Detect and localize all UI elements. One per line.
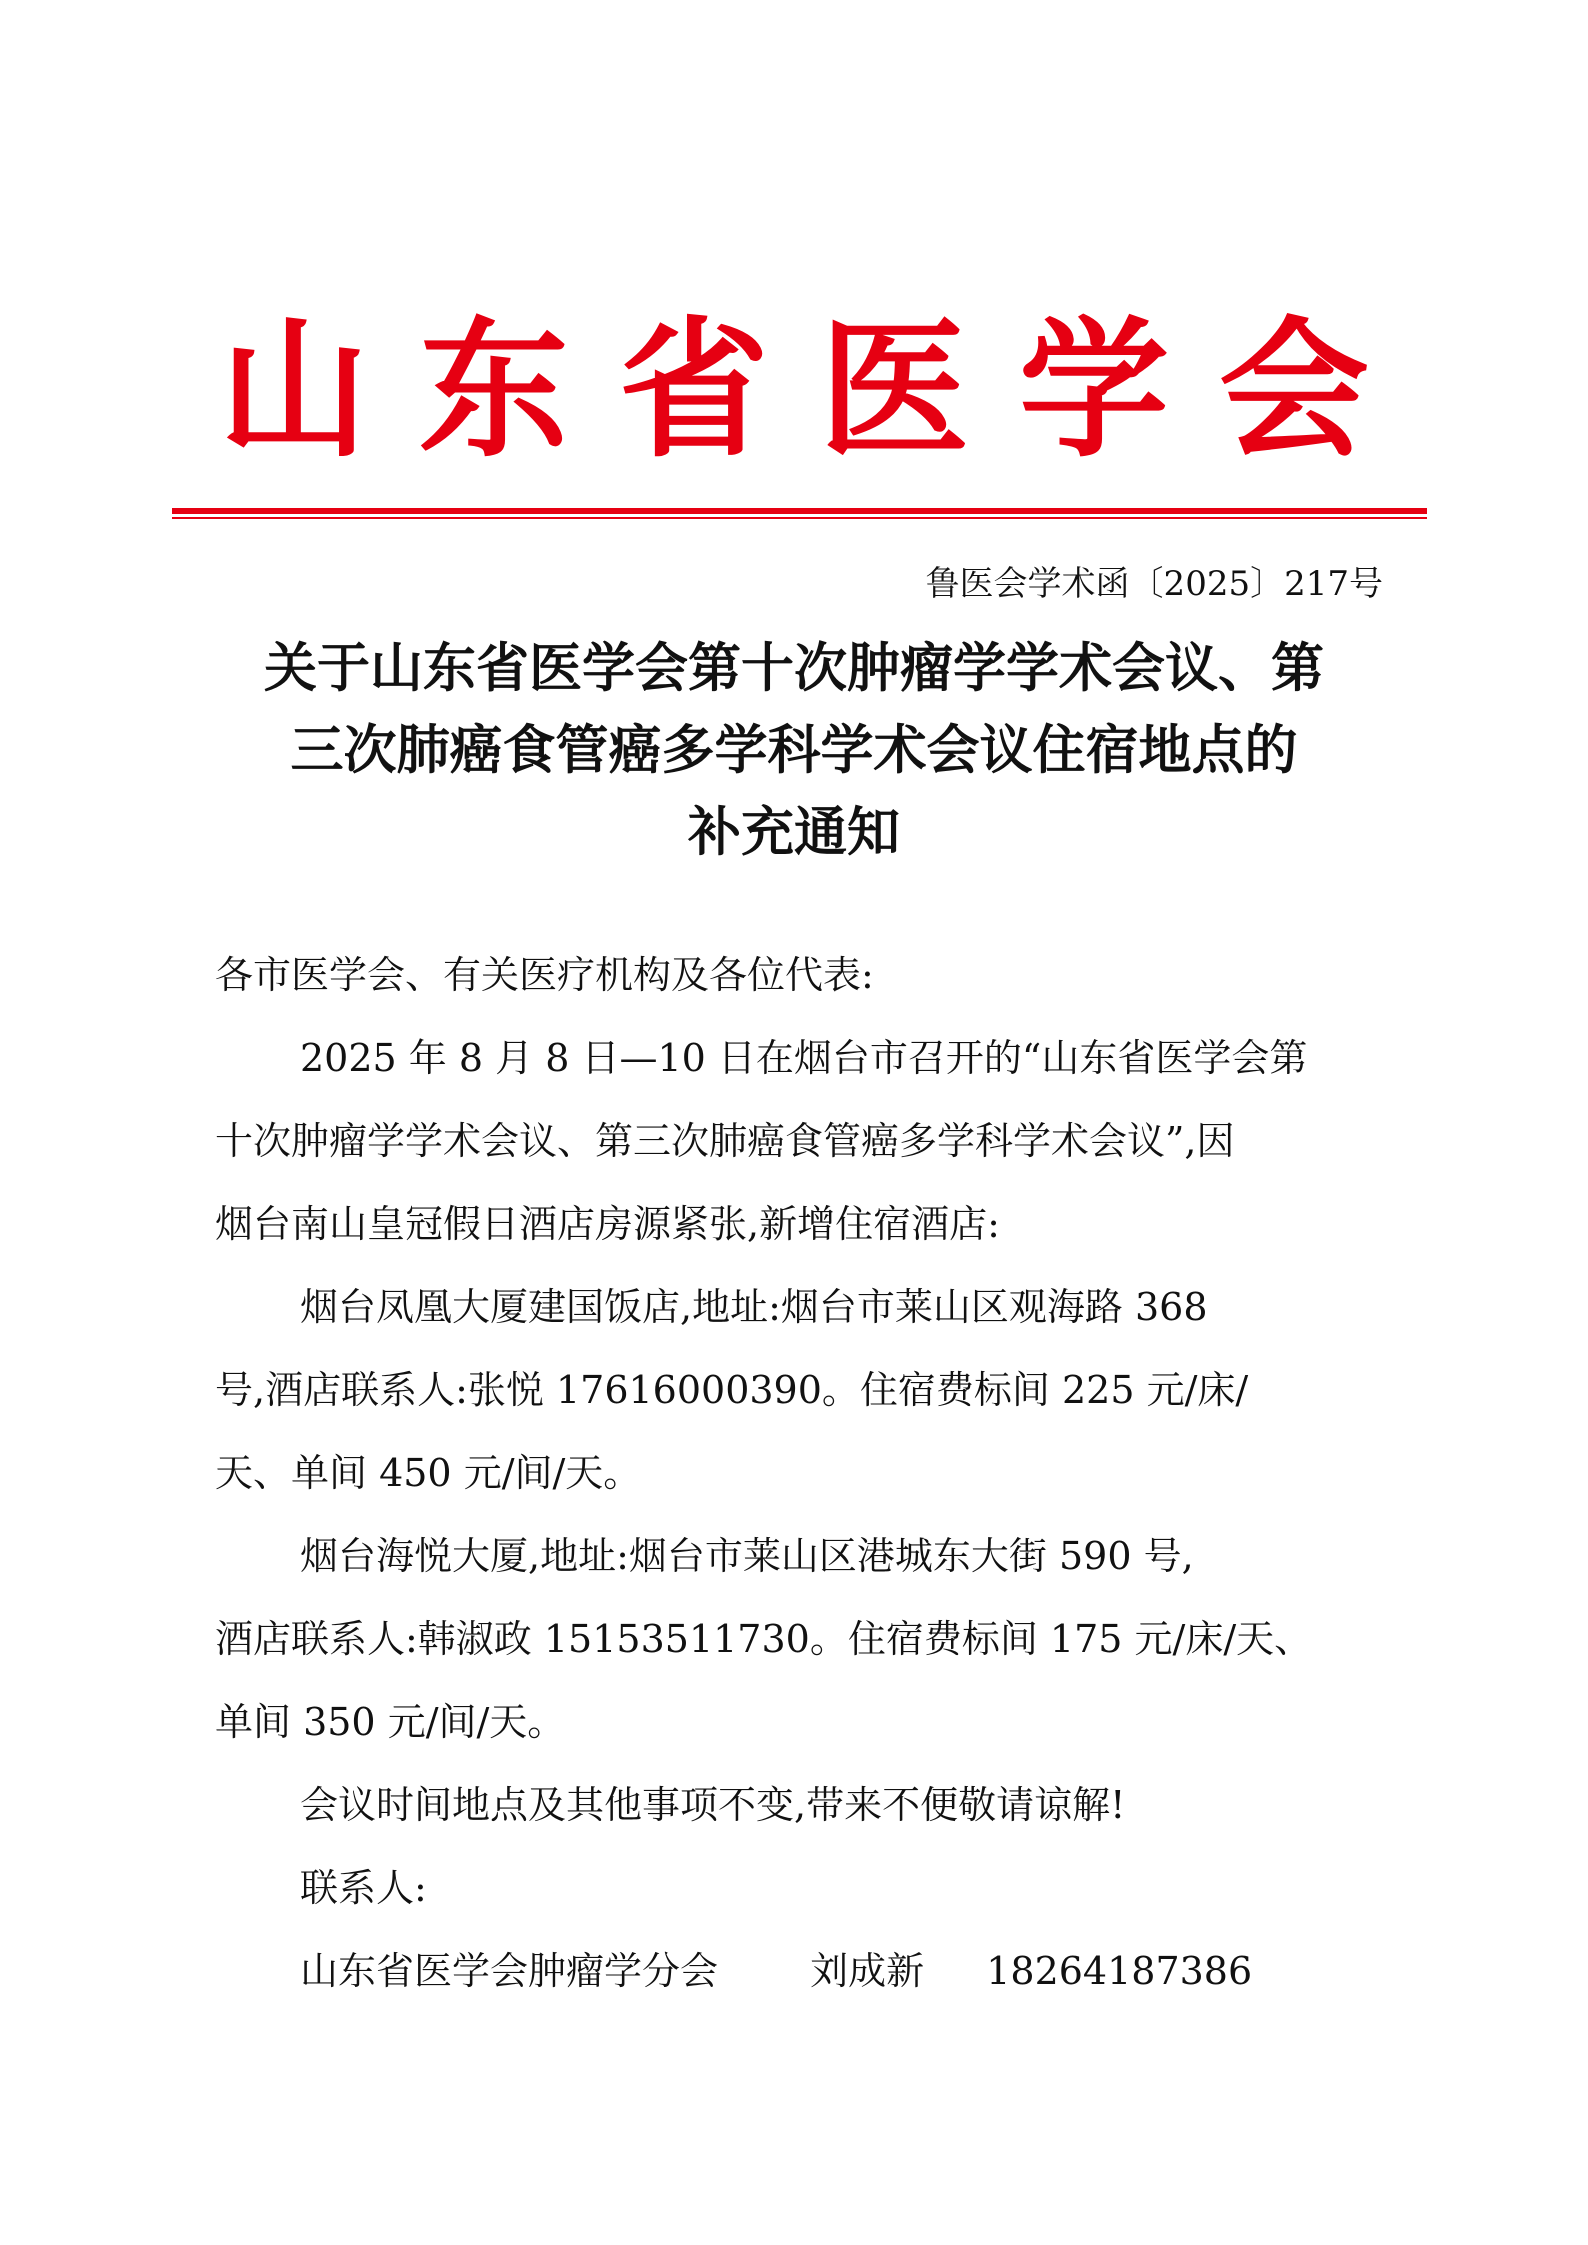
title-line: 关于山东省医学会第十次肿瘤学学术会议、第 [264, 638, 1324, 699]
title-line: 补充通知 [688, 802, 900, 863]
closing-line: 会议时间地点及其他事项不变,带来不便敬请谅解! [300, 1783, 1126, 1827]
contact-org: 山东省医学会肿瘤学分会 [300, 1949, 719, 1993]
contact-line [300, 1949, 1480, 1993]
hotel1-line: 天、单间 450 元/间/天。 [215, 1451, 642, 1495]
paragraph-line: 烟台南山皇冠假日酒店房源紧张,新增住宿酒店: [215, 1202, 1000, 1246]
contact-phone: 18264187386 [986, 1949, 1253, 1993]
salutation: 各市医学会、有关医疗机构及各位代表: [215, 953, 874, 997]
header-rule-thick [172, 508, 1427, 514]
header-rule-thin [172, 517, 1427, 519]
organization-header: 山东省医学会 [218, 302, 1419, 478]
paragraph-line: 十次肿瘤学学术会议、第三次肺癌食管癌多学科学术会议”,因 [215, 1119, 1235, 1163]
hotel1-line: 烟台凤凰大厦建国饭店,地址:烟台市莱山区观海路 368 [300, 1285, 1208, 1329]
contact-label: 联系人: [300, 1866, 427, 1910]
hotel1-line: 号,酒店联系人:张悦 17616000390。住宿费标间 225 元/床/ [215, 1368, 1249, 1412]
document-number: 鲁医会学术函〔2025〕217号 [925, 564, 1383, 604]
hotel2-line: 单间 350 元/间/天。 [215, 1700, 566, 1744]
paragraph-line: 2025 年 8 月 8 日—10 日在烟台市召开的“山东省医学会第 [300, 1036, 1308, 1080]
contact-name: 刘成新 [810, 1949, 925, 1993]
title-line: 三次肺癌食管癌多学科学术会议住宿地点的 [290, 720, 1298, 781]
document-title [200, 628, 1388, 874]
hotel2-line: 酒店联系人:韩淑政 15153511730。住宿费标间 175 元/床/天、 [215, 1617, 1313, 1661]
hotel2-line: 烟台海悦大厦,地址:烟台市莱山区港城东大街 590 号, [300, 1534, 1194, 1578]
